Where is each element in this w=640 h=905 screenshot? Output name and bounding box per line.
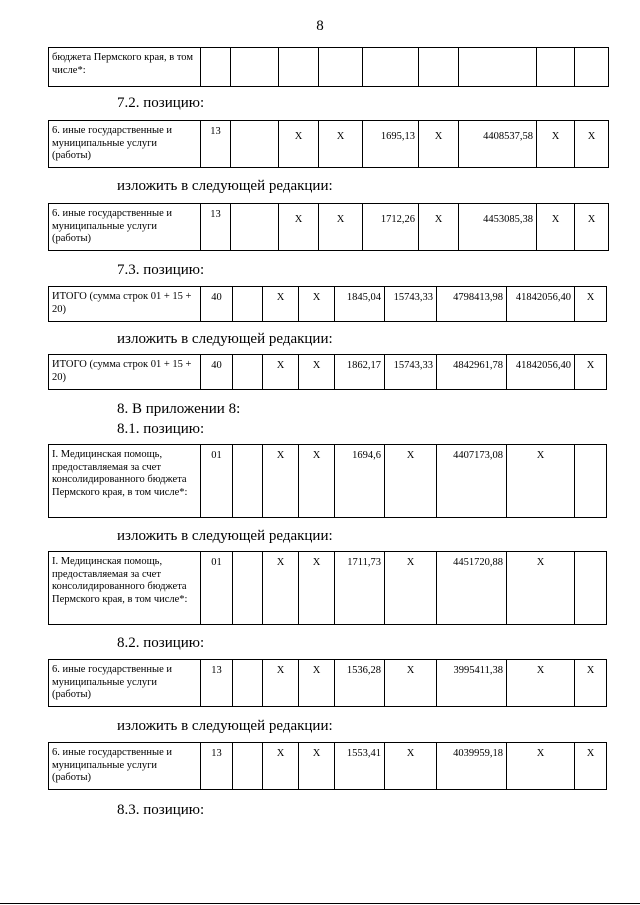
cell: X (319, 121, 363, 168)
row-label: 6. иные государственные и муниципальные услуги (работы) (49, 660, 201, 707)
cell: X (299, 355, 335, 390)
cell: X (385, 445, 437, 518)
cell: X (419, 121, 459, 168)
section-heading-new-7-3: изложить в следующей редакции: (117, 331, 333, 347)
cell: X (319, 204, 363, 251)
cell: 1711,73 (335, 552, 385, 625)
cell: 3995411,38 (437, 660, 507, 707)
cell: X (299, 287, 335, 322)
cell: X (507, 552, 575, 625)
row-label: бюджета Пермского края, в том числе*: (49, 48, 201, 87)
cell: 1712,26 (363, 204, 419, 251)
section-heading-appendix-8: 8. В приложении 8: (117, 401, 241, 417)
table-row (49, 204, 609, 251)
cell: X (575, 660, 607, 707)
cell: X (263, 445, 299, 518)
table-row (49, 48, 609, 87)
cell: X (385, 660, 437, 707)
cell: 1536,28 (335, 660, 385, 707)
cell: 4407173,08 (437, 445, 507, 518)
cell: X (575, 204, 609, 251)
row-code: 01 (201, 445, 233, 518)
section-heading-8-3: 8.3. позицию: (117, 802, 205, 818)
section-heading-7-3: 7.3. позицию: (117, 262, 205, 278)
cell: X (263, 355, 299, 390)
cell: X (419, 204, 459, 251)
row-label: ИТОГО (сумма строк 01 + 15 + 20) (49, 355, 201, 390)
continuation-table (48, 47, 609, 87)
table-row (49, 743, 607, 790)
cell (233, 445, 263, 518)
cell: X (279, 121, 319, 168)
cell (231, 204, 279, 251)
row-label: I. Медицинская помощь, предоставляемая за счет консолидированного бюджета Пермского края, в том числе*: (49, 445, 201, 518)
table-8-1-new (48, 551, 607, 625)
cell: 4039959,18 (437, 743, 507, 790)
row-code: 40 (201, 355, 233, 390)
cell (575, 552, 607, 625)
cell: 1845,04 (335, 287, 385, 322)
cell: X (299, 445, 335, 518)
cell: X (299, 743, 335, 790)
section-heading-8-2: 8.2. позицию: (117, 635, 205, 651)
table-7-2-new (48, 203, 609, 251)
cell: X (263, 287, 299, 322)
cell: X (299, 660, 335, 707)
cell: 4453085,38 (459, 204, 537, 251)
row-label: ИТОГО (сумма строк 01 + 15 + 20) (49, 287, 201, 322)
table-8-2-new (48, 742, 607, 790)
cell (233, 355, 263, 390)
cell (233, 287, 263, 322)
cell: 4798413,98 (437, 287, 507, 322)
cell: X (575, 355, 607, 390)
cell: 4451720,88 (437, 552, 507, 625)
section-heading-new-8-2: изложить в следующей редакции: (117, 718, 333, 734)
cell (233, 743, 263, 790)
cell: 41842056,40 (507, 355, 575, 390)
row-label: 6. иные государственные и муниципальные услуги (работы) (49, 121, 201, 168)
cell: X (279, 204, 319, 251)
cell: X (575, 287, 607, 322)
table-row (49, 355, 607, 390)
cell: X (537, 204, 575, 251)
section-heading-7-2: 7.2. позицию: (117, 95, 205, 111)
table-row (49, 121, 609, 168)
table-row (49, 287, 607, 322)
cell: X (299, 552, 335, 625)
section-heading-new-8-1: изложить в следующей редакции: (117, 528, 333, 544)
table-7-2-old (48, 120, 609, 168)
row-label: 6. иные государственные и муниципальные услуги (работы) (49, 204, 201, 251)
table-row (49, 552, 607, 625)
row-code: 13 (201, 660, 233, 707)
cell: X (507, 445, 575, 518)
cell: X (263, 660, 299, 707)
cell (233, 660, 263, 707)
cell: X (575, 743, 607, 790)
cell: 1695,13 (363, 121, 419, 168)
cell: X (507, 743, 575, 790)
row-code: 01 (201, 552, 233, 625)
cell: X (385, 552, 437, 625)
section-heading-new-7-2: изложить в следующей редакции: (117, 178, 333, 194)
cell: 1694,6 (335, 445, 385, 518)
cell: 4408537,58 (459, 121, 537, 168)
page-bottom-edge (0, 903, 640, 904)
cell: 4842961,78 (437, 355, 507, 390)
table-row (49, 660, 607, 707)
cell: X (537, 121, 575, 168)
cell: X (263, 552, 299, 625)
cell: 1553,41 (335, 743, 385, 790)
table-8-2-old (48, 659, 607, 707)
table-8-1-old (48, 444, 607, 518)
cell: X (385, 743, 437, 790)
table-7-3-old (48, 286, 607, 322)
row-code: 13 (201, 743, 233, 790)
cell: X (507, 660, 575, 707)
cell: 41842056,40 (507, 287, 575, 322)
row-code: 40 (201, 287, 233, 322)
table-row (49, 445, 607, 518)
cell: 15743,33 (385, 287, 437, 322)
cell: 1862,17 (335, 355, 385, 390)
table-7-3-new (48, 354, 607, 390)
row-code: 13 (201, 204, 231, 251)
cell (231, 121, 279, 168)
cell (233, 552, 263, 625)
cell: X (575, 121, 609, 168)
row-code: 13 (201, 121, 231, 168)
cell: 15743,33 (385, 355, 437, 390)
section-heading-8-1: 8.1. позицию: (117, 421, 205, 437)
row-label: 6. иные государственные и муниципальные услуги (работы) (49, 743, 201, 790)
row-label: I. Медицинская помощь, предоставляемая за счет консолидированного бюджета Пермского края, в том числе*: (49, 552, 201, 625)
page-number: 8 (316, 18, 324, 34)
cell (575, 445, 607, 518)
cell: X (263, 743, 299, 790)
